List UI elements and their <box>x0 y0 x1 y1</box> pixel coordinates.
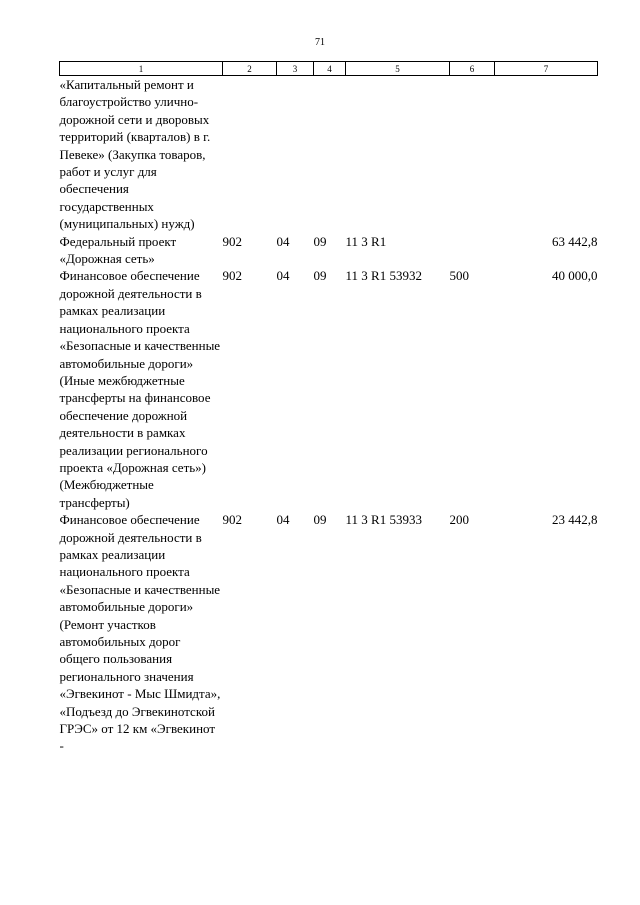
column-header-7: 7 <box>495 62 598 76</box>
row-subsection-code: 09 <box>313 233 327 249</box>
row-expense-type <box>450 76 495 233</box>
row-amount: 23 442,8 <box>552 512 598 528</box>
row-amount: 63 442,8 <box>552 233 598 249</box>
row-subsection-code: 09 <box>313 268 327 284</box>
row-target-article: 11 3 R1 53933 <box>345 512 422 528</box>
row-name: «Капитальный ремонт и благоустройство улично-дорожной сети и дворовых территорий (кварталов) в г. Певеке» (Закупка товаров, работ и услуг для обеспечения государственных (муниципальных) нужд) <box>59 77 211 232</box>
column-number-header-row <box>60 62 598 76</box>
table-row <box>60 267 598 511</box>
row-target-article: 11 3 R1 <box>345 233 387 249</box>
row-expense-type: 200 <box>449 512 469 528</box>
row-name: Финансовое обеспечение дорожной деятельности в рамках реализации национального проекта «Безопасные и качественные автомобильные дороги» (Иные межбюджетные трансферты на финансовое обеспечение дорожной деятельности в рамках реализации регионального проекта «Дорожная сеть») (Межбюджетные трансферты) <box>59 268 221 510</box>
row-ministry-code: 902 <box>222 233 242 249</box>
table-row <box>60 76 598 233</box>
row-expense-type: 500 <box>449 268 469 284</box>
row-target-article <box>346 76 450 233</box>
row-section-code: 04 <box>276 233 290 249</box>
row-name: Федеральный проект «Дорожная сеть» <box>59 233 177 267</box>
column-header-5: 5 <box>346 62 450 76</box>
row-ministry-code: 902 <box>222 512 242 528</box>
row-target-article: 11 3 R1 53932 <box>345 268 422 284</box>
row-ministry-code <box>223 76 277 233</box>
row-name: Финансовое обеспечение дорожной деятельности в рамках реализации национального проекта «Безопасные и качественные автомобильные дороги» (Ремонт участков автомобильных дорог общего пользования регионального значения «Эгвекинот - Мыс Шмидта», «Подъезд до Эгвекинотской ГРЭС» от 12 км «Эгвекинот - <box>59 512 221 754</box>
budget-table <box>59 61 598 755</box>
row-amount: 40 000,0 <box>552 268 598 284</box>
row-subsection-code: 09 <box>313 512 327 528</box>
column-header-2: 2 <box>223 62 277 76</box>
row-amount <box>495 76 598 233</box>
page-number: 71 <box>315 37 325 48</box>
column-header-6: 6 <box>450 62 495 76</box>
table-row <box>60 233 598 268</box>
row-section-code <box>277 76 314 233</box>
row-expense-type <box>450 233 495 268</box>
row-section-code: 04 <box>276 512 290 528</box>
row-ministry-code: 902 <box>222 268 242 284</box>
column-header-4: 4 <box>314 62 346 76</box>
column-header-3: 3 <box>277 62 314 76</box>
row-section-code: 04 <box>276 268 290 284</box>
row-subsection-code <box>314 76 346 233</box>
column-header-1: 1 <box>60 62 223 76</box>
table-row <box>60 511 598 755</box>
